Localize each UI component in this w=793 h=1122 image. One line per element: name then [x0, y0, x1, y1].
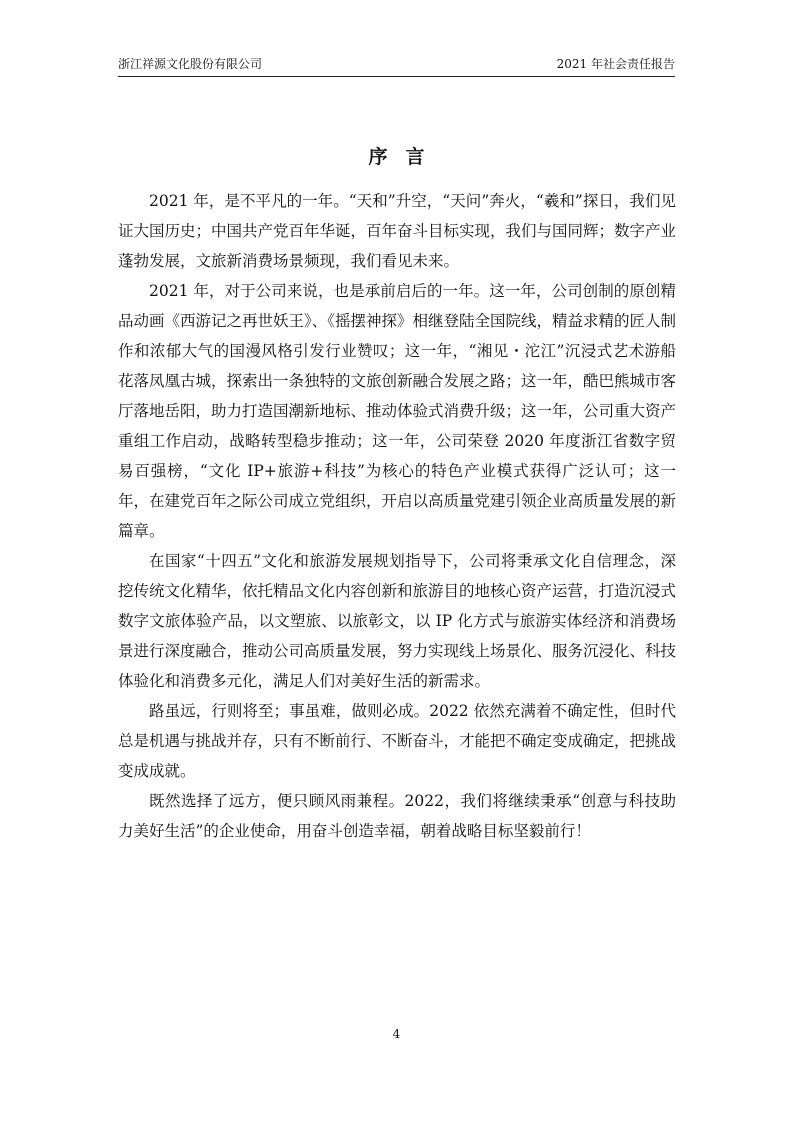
paragraph-1: 2021 年，是不平凡的一年。“天和”升空，“天问”奔火，“羲和”探日，我们见证大国历史；中国共产党百年华诞，百年奋斗目标实现，我们与国同辉；数字产业蓬勃发展，文旅新消费场景频现，我们看见未来。	[118, 192, 677, 270]
paragraph-3: 在国家“十四五”文化和旅游发展规划指导下，公司将秉承文化自信理念，深挖传统文化精华，依托精品文化内容创新和旅游目的地核心资产运营，打造沉浸式数字文旅体验产品，以文塑旅、以旅彰文，以 IP 化方式与旅游实体经济和消费场景进行深度融合，推动公司高质量发展，努力实现线上场景化、服务沉浸化、科技体验化和消费多元化，满足人们对美好生活的新需求。	[118, 552, 677, 690]
paragraph-5: 既然选择了远方，便只顾风雨兼程。2022，我们将继续秉承“创意与科技助力美好生活”的企业使命，用奋斗创造幸福，朝着战略目标坚毅前行！	[118, 792, 676, 840]
paragraph-4: 路虽远，行则将至；事虽难，做则必成。2022 依然充满着不确定性，但时代总是机遇与挑战并存，只有不断前行、不断奋斗，才能把不确定变成确定，把挑战变成成就。	[118, 702, 677, 780]
header-report-title: 2021 年社会责任报告	[556, 57, 675, 71]
page-header	[118, 54, 675, 77]
paragraph-2: 2021 年，对于公司来说，也是承前启后的一年。这一年，公司创制的原创精品动画《西游记之再世妖王》、《摇摆神探》相继登陆全国院线，精益求精的匠人制作和浓郁大气的国漫风格引发行业赞叹；这一年，“湘见・沱江”沉浸式艺术游船花落凤凰古城，探索出一条独特的文旅创新融合发展之路；这一年，酷巴熊城市客厅落地岳阳，助力打造国潮新地标、推动体验式消费升级；这一年，公司重大资产重组工作启动，战略转型稳步推动；这一年，公司荣登 2020 年度浙江省数字贸易百强榜，“文化 IP+旅游+科技”为核心的特色产业模式获得广泛认可；这一年，在建党百年之际公司成立党组织，开启以高质量党建引领企业高质量发展的新篇章。	[118, 282, 677, 540]
header-company-name: 浙江祥源文化股份有限公司	[118, 57, 263, 71]
page-title: 序言	[368, 146, 443, 168]
preface-body	[118, 186, 676, 846]
page-number: 4	[392, 1027, 401, 1041]
